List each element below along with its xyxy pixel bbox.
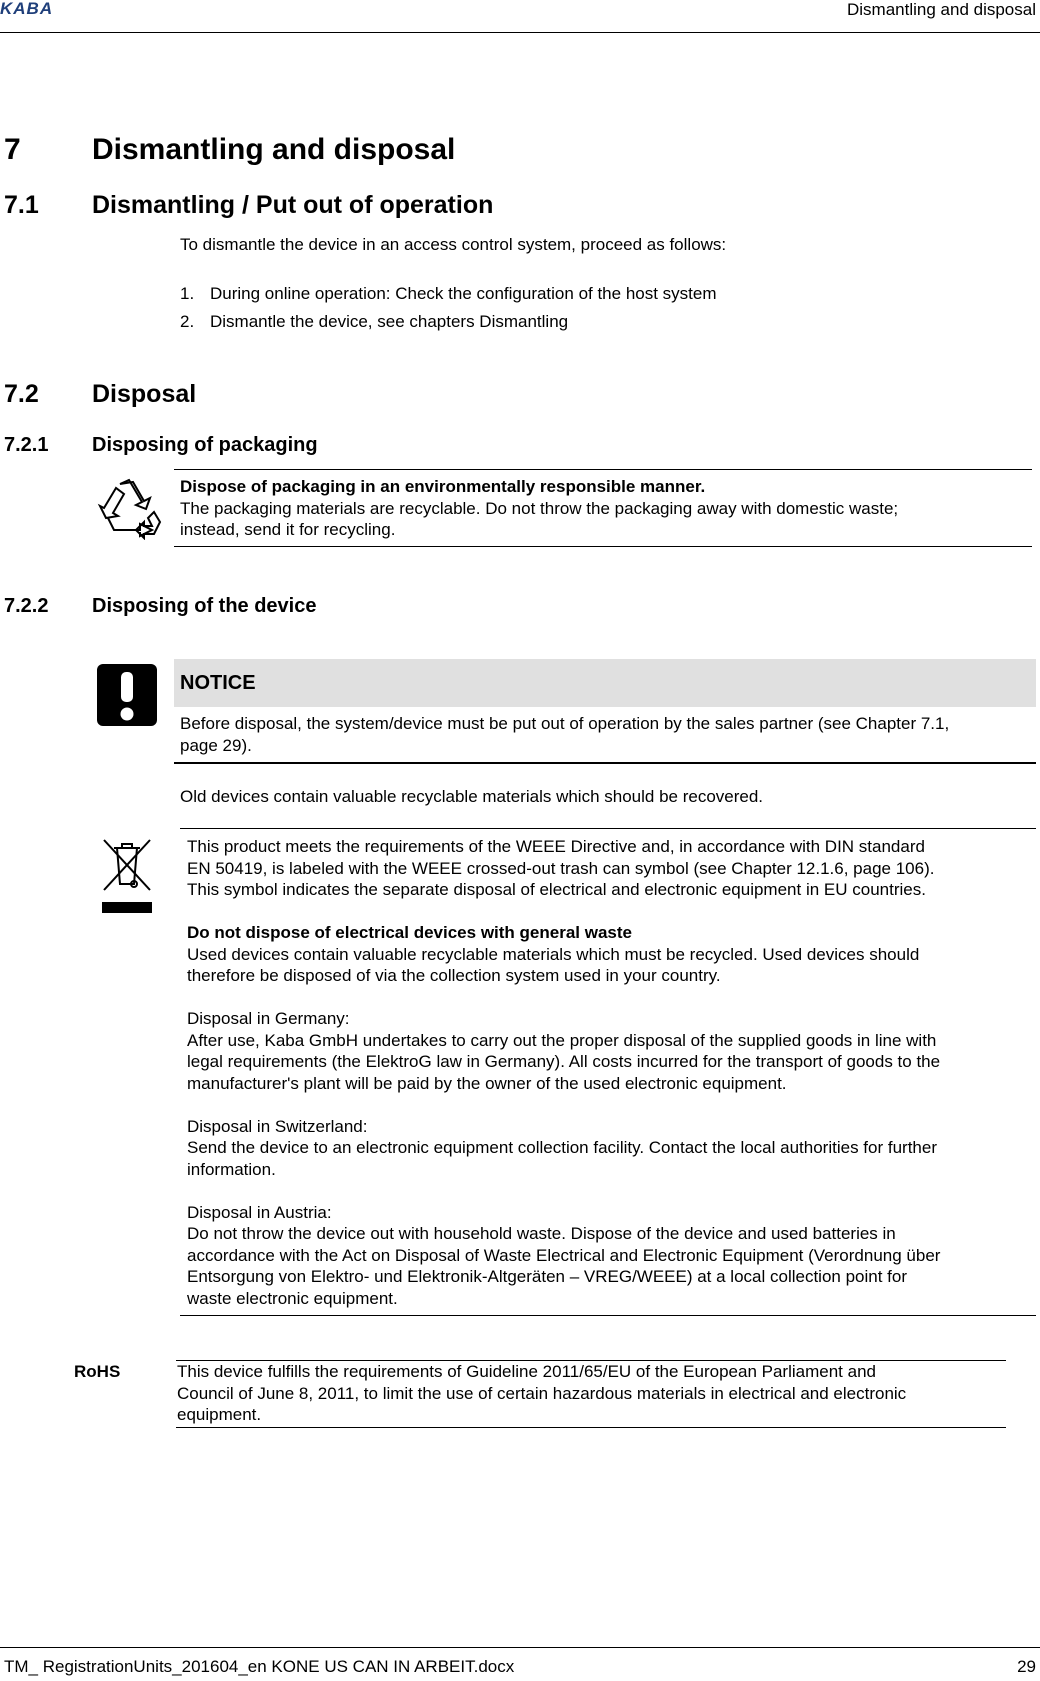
- section-71-number: 7.1: [4, 191, 39, 219]
- footer-rule: [0, 1647, 1040, 1648]
- switzerland-line-1: Send the device to an electronic equipment collection facility. Contact the local authorities for further: [187, 1138, 937, 1157]
- rohs-line-1: This device fulfills the requirements of Guideline 2011/65/EU of the European Parliament and: [177, 1362, 876, 1381]
- rohs-label: RoHS: [74, 1362, 121, 1381]
- notice-label: NOTICE: [180, 672, 256, 694]
- old-devices-text: Old devices contain valuable recyclable materials which should be recovered.: [180, 787, 764, 806]
- packaging-box-bottom-rule: [174, 546, 1032, 547]
- weee-general-waste-title: Do not dispose of electrical devices with general waste: [187, 923, 632, 942]
- packaging-box-title: Dispose of packaging in an environmentally responsible manner.: [180, 477, 706, 496]
- germany-line-1: After use, Kaba GmbH undertakes to carry out the proper disposal of the supplied goods in line with: [187, 1030, 937, 1050]
- packaging-box-line-1: The packaging materials are recyclable. Do not throw the packaging away with domestic waste;: [180, 498, 899, 518]
- notice-bar: [174, 659, 1036, 707]
- section-71-title: Dismantling / Put out of operation: [92, 191, 494, 219]
- step-1-number: 1.: [180, 284, 195, 303]
- exclamation-icon: [97, 664, 157, 726]
- rohs-line-2: Council of June 8, 2011, to limit the use of certain hazardous materials in electrical and electronic: [177, 1383, 907, 1403]
- austria-line-1: Do not throw the device out with household waste. Dispose of the device and used batteries in: [187, 1224, 896, 1243]
- rohs-line-3: equipment.: [177, 1405, 262, 1424]
- austria-line-4: waste electronic equipment.: [187, 1288, 398, 1308]
- weee-trash-can-icon: [100, 836, 154, 916]
- kaba-logo-icon: [0, 0, 80, 16]
- step-1-text: During online operation: Check the configuration of the host system: [210, 284, 717, 303]
- header-title: Dismantling and disposal: [847, 0, 1036, 19]
- notice-bottom-rule: [174, 762, 1036, 764]
- section-7-number: 7: [4, 133, 21, 166]
- step-2-text: Dismantle the device, see chapters Dismantling: [210, 312, 569, 331]
- weee-line-1: This product meets the requirements of the WEEE Directive and, in accordance with DIN standard: [187, 837, 925, 856]
- section-72-title: Disposal: [92, 380, 197, 408]
- weee-general-waste-line-2: therefore be disposed of via the collection system used in your country.: [187, 966, 721, 985]
- austria-line-3: Entsorgung von Elektro- und Elektronik-Altgeräten – VREG/WEEE) at a local collection point for: [187, 1267, 908, 1286]
- austria-line-2: accordance with the Act on Disposal of Waste Electrical and Electronic Equipment (Verordnung über: [187, 1245, 941, 1265]
- germany-line-2: legal requirements (the ElektroG law in Germany). All costs incurred for the transport of goods to the: [187, 1052, 941, 1071]
- section-721-number: 7.2.1: [4, 434, 49, 456]
- footer-page-number: 29: [1017, 1657, 1036, 1676]
- germany-title: Disposal in Germany:: [187, 1009, 350, 1028]
- rohs-box: [177, 1361, 1007, 1426]
- weee-line-3: This symbol indicates the separate disposal of electrical and electronic equipment in EU countries.: [187, 880, 926, 899]
- weee-box-bottom-rule: [180, 1315, 1036, 1316]
- weee-box-top-rule: [180, 828, 1036, 829]
- weee-box: [187, 836, 1036, 1309]
- packaging-box-top-rule: [174, 469, 1032, 470]
- header-rule: [0, 32, 1040, 33]
- weee-general-waste-line-1: Used devices contain valuable recyclable materials which must be recycled. Used devices should: [187, 944, 920, 964]
- rohs-bottom-rule: [176, 1427, 1006, 1428]
- section-722-title: Disposing of the device: [92, 595, 317, 617]
- germany-line-3: manufacturer's plant will be paid by the owner of the used electronic equipment.: [187, 1073, 787, 1093]
- notice-body: [180, 713, 1036, 756]
- section-7-title: Dismantling and disposal: [92, 133, 456, 166]
- section-721-title: Disposing of packaging: [92, 434, 318, 456]
- switzerland-title: Disposal in Switzerland:: [187, 1116, 368, 1136]
- austria-title: Disposal in Austria:: [187, 1202, 332, 1222]
- section-72-number: 7.2: [4, 380, 39, 408]
- svg-text:KABA: KABA: [0, 0, 54, 16]
- notice-line-1: Before disposal, the system/device must be put out of operation by the sales partner (see Chapter 7.1,: [180, 714, 950, 733]
- step-2-number: 2.: [180, 312, 195, 331]
- section-722-number: 7.2.2: [4, 595, 49, 617]
- section-71-intro: To dismantle the device in an access control system, proceed as follows:: [180, 235, 727, 254]
- footer-filename: TM_ RegistrationUnits_201604_en KONE US CAN IN ARBEIT.docx: [4, 1657, 515, 1676]
- weee-line-2: EN 50419, is labeled with the WEEE crossed-out trash can symbol (see Chapter 12.1.6, page 106).: [187, 858, 935, 878]
- recycle-icon: [96, 478, 162, 540]
- packaging-box: [180, 476, 1030, 541]
- notice-line-2: page 29).: [180, 735, 252, 755]
- kaba-logo: [0, 0, 80, 16]
- switzerland-line-2: information.: [187, 1159, 276, 1179]
- packaging-box-line-2: instead, send it for recycling.: [180, 520, 396, 539]
